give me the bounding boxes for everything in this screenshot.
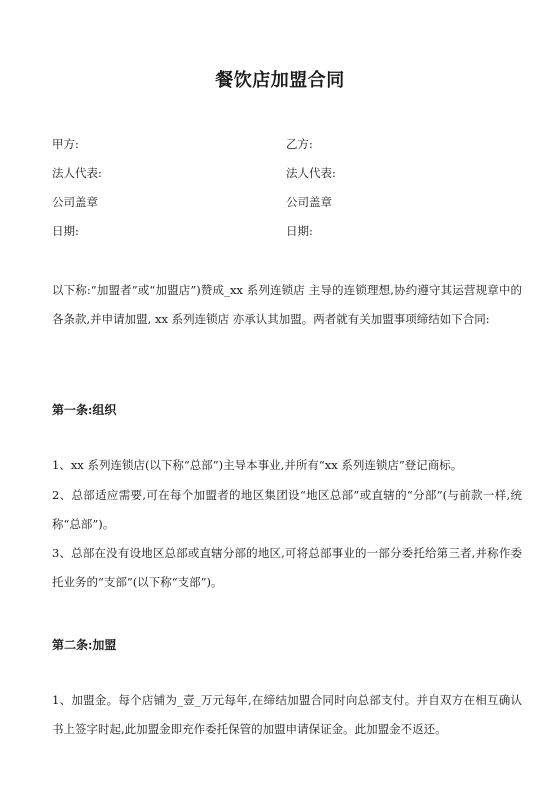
party-a-label: 甲方: [52, 137, 79, 151]
section2-item-1: 1、加盟金。每个店铺为_壹_万元每年,在缔结加盟合同时向总部支付。并自双方在相互确认书上签字时起,此加盟金即充作委托保管的加盟申请保证金。此加盟金不返还。 [52, 693, 522, 736]
section1-item-3: 3、总部在没有设地区总部或直辖分部的地区,可将总部事业的一部分委托给第三者,并称作委托业务的“支部”(以下称“支部”)。 [52, 546, 522, 589]
intro-paragraph: 以下称:“加盟者”或“加盟店”)赞成_xx 系列连锁店 主导的连锁理想,协约遵守其运营规章中的各条款,并申请加盟, xx 系列连锁店 亦承认其加盟。两者就有关加盟事项缔结如下合同: [52, 283, 522, 326]
legal-rep-b-label: 法人代表: [286, 166, 336, 180]
seal-a-label: 公司盖章 [52, 195, 98, 209]
date-b-label: 日期: [286, 224, 313, 238]
section1-heading: 第一条:组织 [52, 403, 117, 417]
seal-b-label: 公司盖章 [286, 195, 332, 209]
section2-heading: 第二条:加盟 [52, 638, 117, 652]
date-a-label: 日期: [52, 224, 79, 238]
document-title: 餐饮店加盟合同 [215, 70, 345, 91]
party-b-label: 乙方: [286, 137, 313, 151]
section1-item-1: 1、xx 系列连锁店(以下称“总部”)主导本事业,并所有“xx 系列连锁店”登记商标。 [52, 458, 463, 472]
legal-rep-a-label: 法人代表: [52, 166, 102, 180]
section1-item-2: 2、总部适应需要,可在每个加盟者的地区集团设“地区总部”或直辖的“分部”(与前款一样,统称“总部”)。 [52, 488, 522, 531]
